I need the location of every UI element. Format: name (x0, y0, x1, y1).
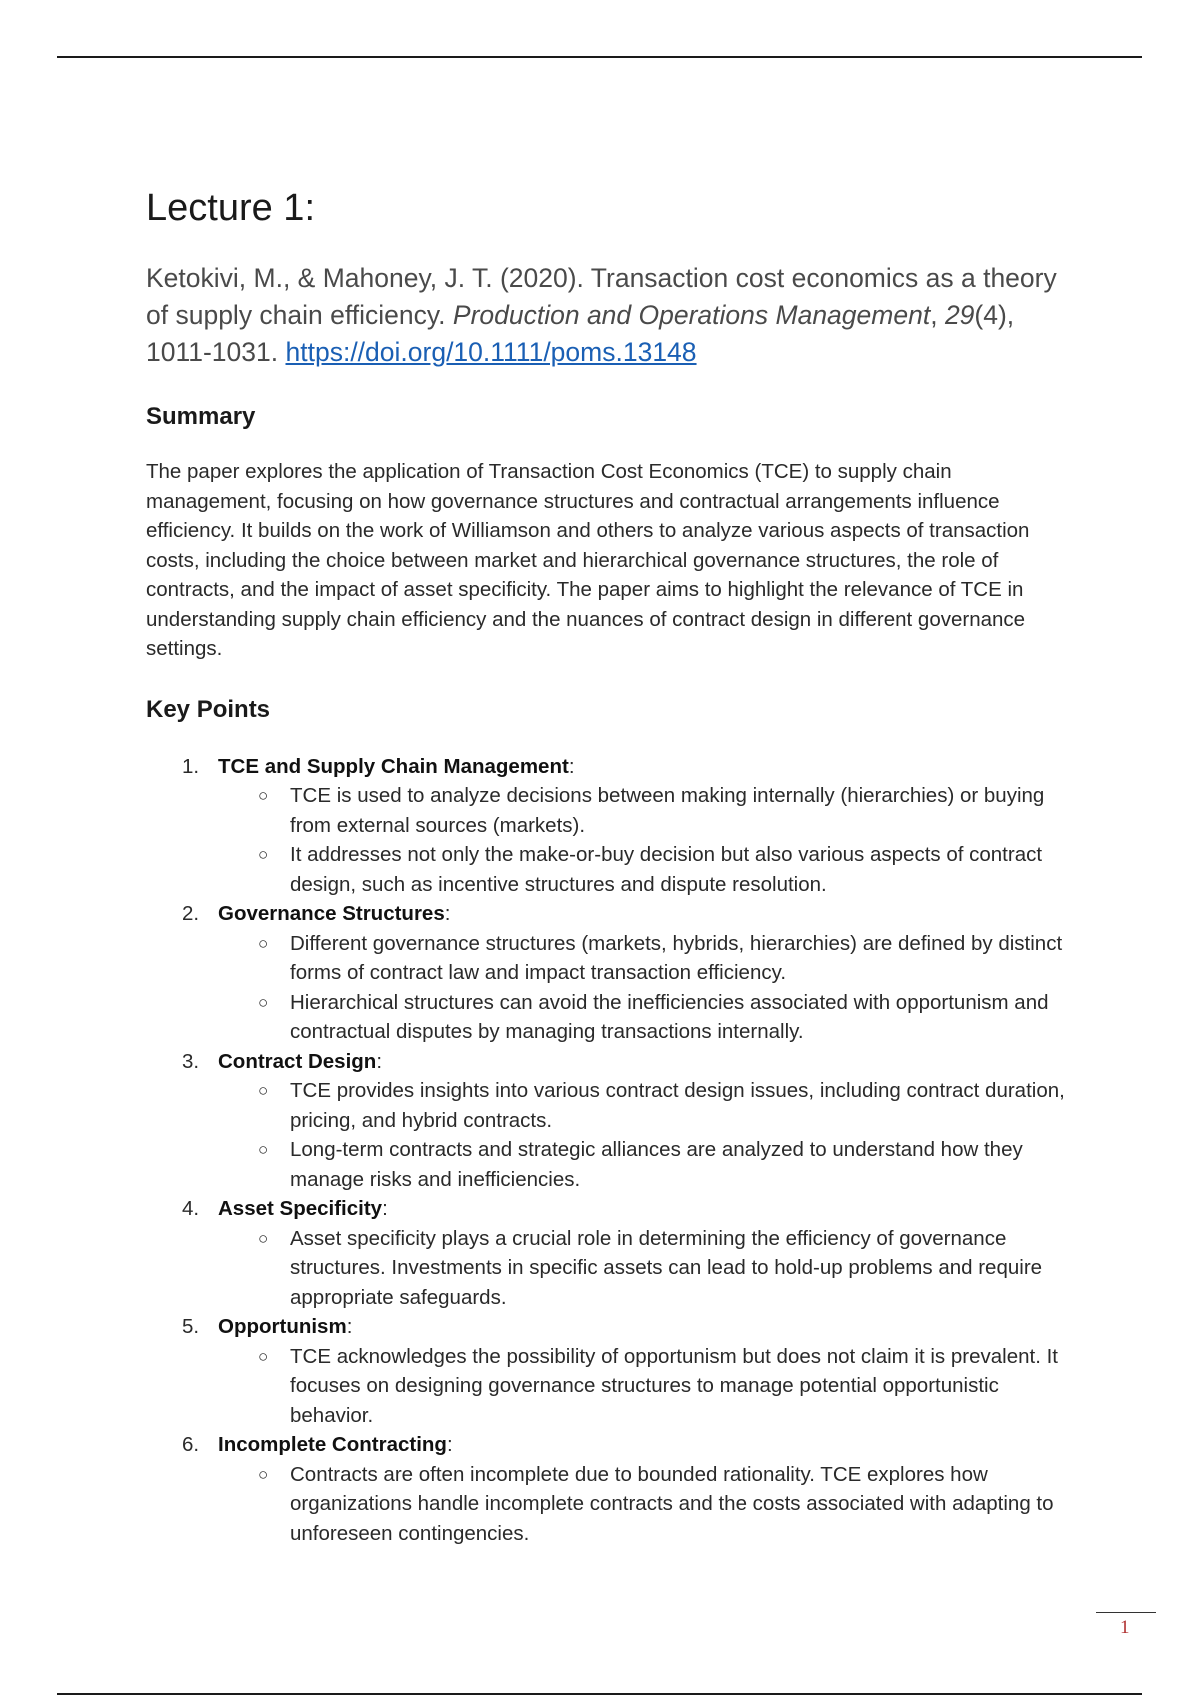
bullet-icon: ○ (258, 1228, 269, 1248)
key-point-title: Opportunism (218, 1315, 347, 1338)
bullet-icon: ○ (258, 1081, 269, 1100)
citation-authors: Ketokivi, M., & Mahoney, J. T. (2020). Transaction cost economics as a theory of supply chain efficiency. (146, 263, 1057, 330)
key-point (146, 899, 1066, 1047)
sub-bullet-text: TCE acknowledges the possibility of opportunism but does not claim it is prevalent. It focuses on designing governance structures to manage potential opportunistic behavior. (290, 1344, 1058, 1427)
key-point-number: 4. (182, 1197, 200, 1220)
key-point-colon: : (446, 1433, 453, 1456)
bullet-icon: ○ (258, 933, 269, 953)
key-point-colon: : (568, 754, 575, 778)
page-number: 1 (1120, 1617, 1130, 1638)
key-points-heading: Key Points (146, 695, 271, 723)
sub-bullet-list (218, 1460, 1066, 1549)
key-point-colon: : (382, 1197, 388, 1220)
key-point-title: TCE and Supply Chain Management (218, 754, 569, 778)
bullet-icon: ○ (258, 1346, 269, 1366)
sub-bullet (218, 1224, 1066, 1313)
sub-bullet-list (218, 1224, 1066, 1313)
document-body (146, 182, 1066, 1548)
sub-bullet (218, 929, 1066, 988)
summary-paragraph: The paper explores the application of Transaction Cost Economics (TCE) to supply chain management, focusing on how governance structures and contractual arrangements influence efficiency. It builds on the work of Williamson and others to analyze various aspects of transaction costs, including the choice between market and hierarchical governance structures, the role of contracts, and the impact of asset specificity. The paper aims to highlight the relevance of TCE in understanding supply chain efficiency and the nuances of contract design in different governance settings. (146, 460, 1030, 660)
sub-bullet-text: Contracts are often incomplete due to bounded rationality. TCE explores how organizations handle incomplete contracts and the costs associated with adapting to unforeseen contingencies. (290, 1462, 1054, 1545)
key-point (146, 1312, 1066, 1430)
key-point-title: Asset Specificity (218, 1197, 383, 1220)
citation-volume: 29 (944, 300, 975, 330)
sub-bullet-list (218, 1076, 1066, 1194)
key-point-number: 3. (182, 1049, 200, 1073)
bullet-icon: ○ (258, 1464, 269, 1484)
citation (146, 260, 1066, 371)
sub-bullet-text: Asset specificity plays a crucial role in determining the efficiency of governance structures. Investments in specific assets can lead to hold-up problems and require appropriate safeguards. (290, 1226, 1043, 1309)
key-point-title: Contract Design (218, 1049, 377, 1073)
key-point (146, 1430, 1066, 1548)
footer-page-rule (57, 1693, 1142, 1695)
sub-bullet (218, 840, 1066, 899)
bullet-icon: ○ (258, 992, 269, 1012)
key-point-title: Governance Structures (218, 902, 445, 925)
sub-bullet-text: Hierarchical structures can avoid the inefficiencies associated with opportunism and contractual disputes by managing transactions internally. (290, 990, 1049, 1043)
header-rule (57, 56, 1142, 58)
key-point (146, 1194, 1066, 1312)
key-points-list (146, 752, 1066, 1549)
sub-bullet-list (218, 781, 1066, 899)
sub-bullet (218, 988, 1066, 1047)
key-point-number: 5. (182, 1315, 200, 1338)
summary-heading: Summary (146, 403, 256, 430)
sub-bullet-list (218, 1342, 1066, 1431)
key-point-number: 1. (182, 754, 200, 778)
sub-bullet (218, 1135, 1066, 1194)
sub-bullet (218, 1460, 1066, 1549)
sub-bullet-text: Different governance structures (markets, hybrids, hierarchies) are defined by distinct forms of contract law and impact transaction efficiency. (290, 931, 1063, 984)
citation-comma: , (930, 300, 945, 330)
key-point-title: Incomplete Contracting (218, 1433, 447, 1456)
citation-journal: Production and Operations Management (452, 300, 931, 330)
sub-bullet (218, 1342, 1066, 1431)
footer-rule (1096, 1612, 1156, 1613)
sub-bullet-text: It addresses not only the make-or-buy decision but also various aspects of contract design, such as incentive structures and dispute resolution. (290, 843, 1043, 896)
sub-bullet-list (218, 929, 1066, 1047)
bullet-icon: ○ (258, 1140, 269, 1159)
sub-bullet-text: TCE provides insights into various contract design issues, including contract duration, pricing, and hybrid contracts. (290, 1079, 1065, 1132)
key-point-number: 2. (182, 902, 200, 925)
citation-issue-pages: (4), 1011-1031. (146, 300, 1015, 367)
bullet-icon: ○ (258, 786, 269, 805)
key-point (146, 1047, 1066, 1195)
key-point-colon: : (444, 902, 451, 925)
sub-bullet-text: Long-term contracts and strategic alliances are analyzed to understand how they manage risks and inefficiencies. (290, 1138, 1023, 1191)
key-point (146, 752, 1066, 900)
sub-bullet (218, 781, 1066, 840)
page-title: Lecture 1: (146, 187, 315, 229)
key-point-colon: : (346, 1315, 353, 1338)
sub-bullet (218, 1076, 1066, 1135)
key-point-number: 6. (182, 1433, 200, 1456)
doi-link[interactable]: https://doi.org/10.1111/poms.13148 (285, 337, 697, 367)
bullet-icon: ○ (258, 845, 269, 864)
key-point-colon: : (376, 1049, 383, 1073)
sub-bullet-text: TCE is used to analyze decisions between making internally (hierarchies) or buying from external sources (markets). (290, 784, 1045, 837)
